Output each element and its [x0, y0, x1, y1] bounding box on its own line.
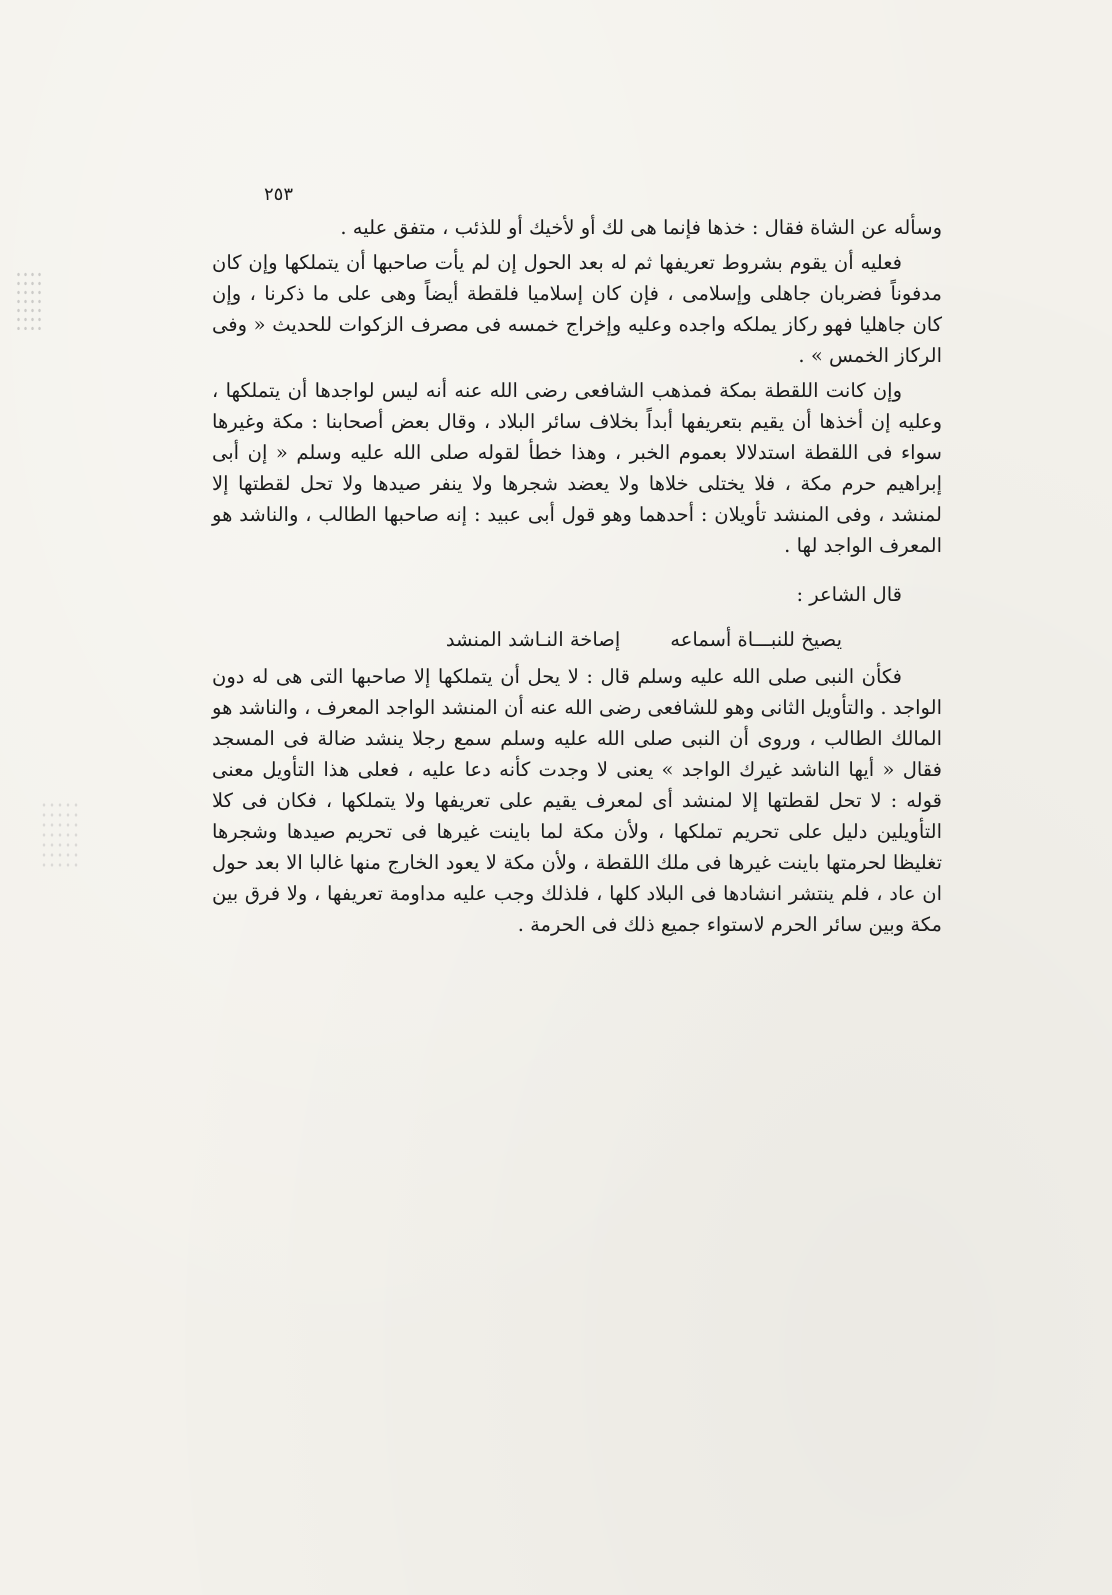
- poet-intro: قال الشاعر :: [796, 583, 902, 606]
- scan-noise: [15, 270, 45, 330]
- scan-noise: [40, 800, 80, 870]
- verse-hemistich-first: يصيخ للنبـــاة أسماعه: [670, 628, 842, 651]
- page-number: ٢٥٣: [264, 184, 294, 205]
- paragraph: فكأن النبى صلى الله عليه وسلم قال : لا يحل أن يتملكها إلا صاحبها التى هى له دون الواجد . والتأويل الثانى وهو للشافعى رضى الله عنه أن المنشد الواجد المعرف ، والناشد هو المالك الطالب ، وروى أن النبى صلى الله عليه وسلم سمع رجلا ينشد ضالة فى المسجد فقال « أيها الناشد غيرك الواجد » يعنى لا وجدت كأنه دعا عليه ، فعلى هذا التأويل معنى قوله : لا تحل لقطتها إلا لمنشد أى لمعرف يقيم على تعريفها ولا يتملكها ، فكان فى كلا التأويلين دليل على تحريم تملكها ، ولأن مكة لما باينت غيرها فى تحريم صيدها وشجرها تغليظا لحرمتها باينت غيرها فى ملك اللقطة ، ولأن مكة لا يعود الخارج منها غالبا الا بعد حول ان عاد ، فلم ينتشر انشادها فى البلاد كلها ، فلذلك وجب عليه مداومة تعريفها ، ولا فرق بين مكة وبين سائر الحرم لاستواء جميع ذلك فى الحرمة .: [212, 665, 942, 936]
- poetry-verse: [212, 624, 942, 655]
- paragraph: فعليه أن يقوم بشروط تعريفها ثم له بعد الحول إن لم يأت صاحبها أن يتملكها وإن كان مدفوناً فضربان جاهلى وإسلامى ، فإن كان إسلاميا فلقطة أيضاً وهى على ما ذكرنا ، وإن كان جاهليا فهو ركاز يملكه واجده وعليه وإخراج خمسه فى مصرف الزكوات للحديث « وفى الركاز الخمس » .: [212, 251, 942, 367]
- paragraph: وإن كانت اللقطة بمكة فمذهب الشافعى رضى الله عنه أنه ليس لواجدها أن يتملكها ، وعليه إن أخذها أن يقيم بتعريفها أبداً بخلاف سائر البلاد ، وقال بعض أصحابنا : مكة وغيرها سواء فى اللقطة استدلالا بعموم الخبر ، وهذا خطأ لقوله صلى الله عليه وسلم « إن أبى إبراهيم حرم مكة ، فلا يختلى خلاها ولا يعضد شجرها ولا ينفر صيدها ولا تحل لقطتها إلا لمنشد ، وفى المنشد تأويلان : أحدهما وهو قول أبى عبيد : إنه صاحبها الطالب ، والناشد هو المعرف الواجد لها .: [212, 379, 942, 557]
- verse-hemistich-second: إصاخة النـاشد المنشد: [445, 628, 621, 651]
- paragraph: وسأله عن الشاة فقال : خذها فإنما هى لك أو لأخيك أو للذئب ، متفق عليه .: [340, 216, 942, 239]
- body-text: [212, 212, 942, 940]
